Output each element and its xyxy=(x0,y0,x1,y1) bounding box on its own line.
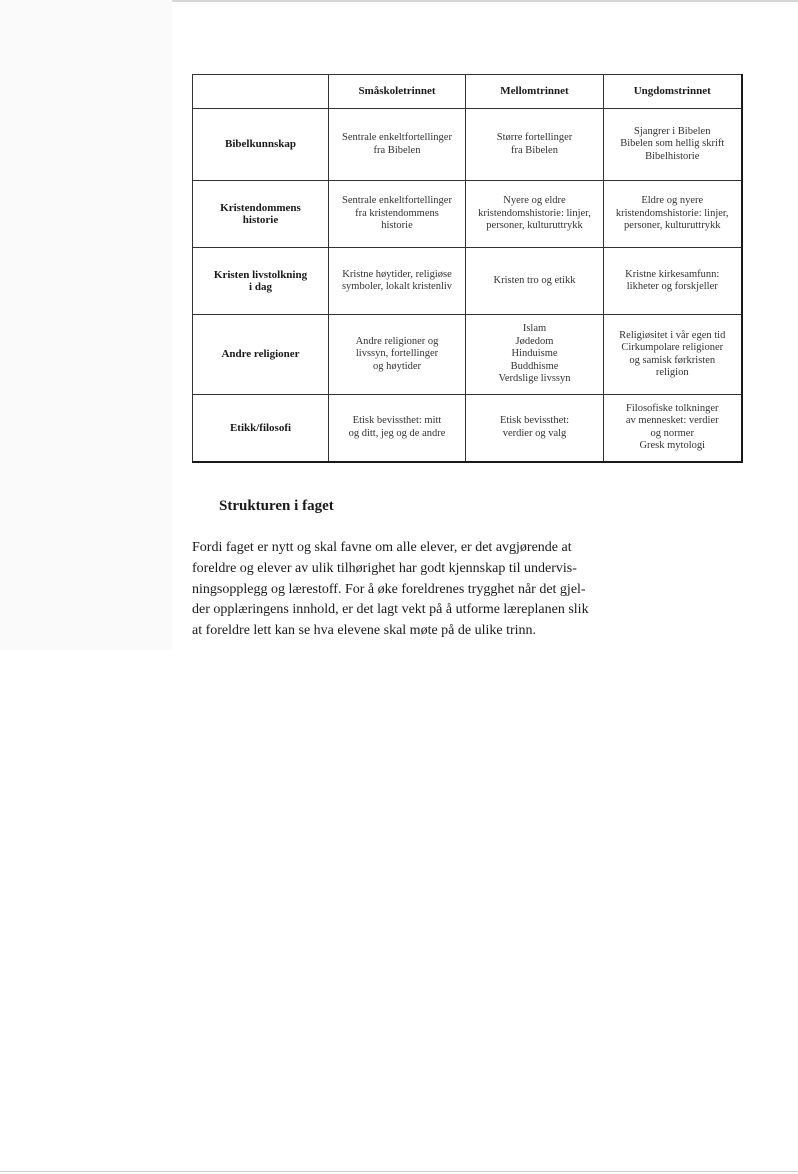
table-cell: Etisk bevissthet: verdier og valg xyxy=(466,395,604,462)
curriculum-table xyxy=(192,74,743,463)
column-header-smaskoletrinnet: Småskoletrinnet xyxy=(329,75,466,109)
section-heading: Strukturen i faget xyxy=(219,498,334,514)
table-row xyxy=(193,109,742,181)
paragraph-line: at foreldre lett kan se hva elevene skal møte på de ulike trinn. xyxy=(192,623,537,639)
table-cell: Kristne høytider, religiøse symboler, lokalt kristenliv xyxy=(329,248,466,315)
table-cell: Kristen tro og etikk xyxy=(466,248,604,315)
row-header-kristen-livstolkning: Kristen livstolkning i dag xyxy=(193,248,329,315)
table-cell: Nyere og eldre kristendomshistorie: linjer, personer, kulturuttrykk xyxy=(466,181,604,248)
table-cell: Kristne kirkesamfunn: likheter og forskjeller xyxy=(604,248,742,315)
table-cell: Etisk bevissthet: mitt og ditt, jeg og de andre xyxy=(329,395,466,462)
body-paragraph xyxy=(192,538,612,642)
paragraph-line: der opplæringens innhold, er det lagt vekt på å utforme læreplanen slik xyxy=(192,602,589,618)
table-header-row xyxy=(193,75,742,109)
table-cell: Andre religioner og livssyn, fortellinger og høytider xyxy=(329,315,466,395)
table-cell: Større fortellinger fra Bibelen xyxy=(466,109,604,181)
table-row xyxy=(193,181,742,248)
table-cell: Sentrale enkeltfortellinger fra kristendommens historie xyxy=(329,181,466,248)
row-header-andre-religioner: Andre religioner xyxy=(193,315,329,395)
column-header-ungdomstrinnet: Ungdomstrinnet xyxy=(604,75,742,109)
paragraph-line: foreldre og elever av ulik tilhørighet har godt kjennskap til undervis- xyxy=(192,560,577,576)
table-row xyxy=(193,315,742,395)
header-corner-cell xyxy=(193,75,329,109)
row-header-etikk-filosofi: Etikk/filosofi xyxy=(193,395,329,462)
table-cell: Sjangrer i Bibelen Bibelen som hellig skrift Bibelhistorie xyxy=(604,109,742,181)
paragraph-line: Fordi faget er nytt og skal favne om alle elever, er det avgjørende at xyxy=(192,540,572,555)
column-header-mellomtrinnet: Mellomtrinnet xyxy=(466,75,604,109)
row-header-bibelkunnskap: Bibelkunnskap xyxy=(193,109,329,181)
row-header-kristendommens-historie: Kristendommens historie xyxy=(193,181,329,248)
table-cell: Islam Jødedom Hinduisme Buddhisme Verdslige livssyn xyxy=(466,315,604,395)
table-cell: Filosofiske tolkninger av mennesket: verdier og normer Gresk mytologi xyxy=(604,395,742,462)
table-cell: Religiøsitet i vår egen tid Cirkumpolare religioner og samisk førkristen religion xyxy=(604,315,742,395)
table-row xyxy=(193,248,742,315)
page-bottom-edge xyxy=(0,1171,798,1172)
table-cell: Sentrale enkeltfortellinger fra Bibelen xyxy=(329,109,466,181)
left-margin-shade xyxy=(0,0,172,650)
table-row xyxy=(193,395,742,462)
table-cell: Eldre og nyere kristendomshistorie: linjer, personer, kulturuttrykk xyxy=(604,181,742,248)
paragraph-line: ningsopplegg og lærestoff. For å øke foreldrenes trygghet når det gjel- xyxy=(192,581,586,597)
